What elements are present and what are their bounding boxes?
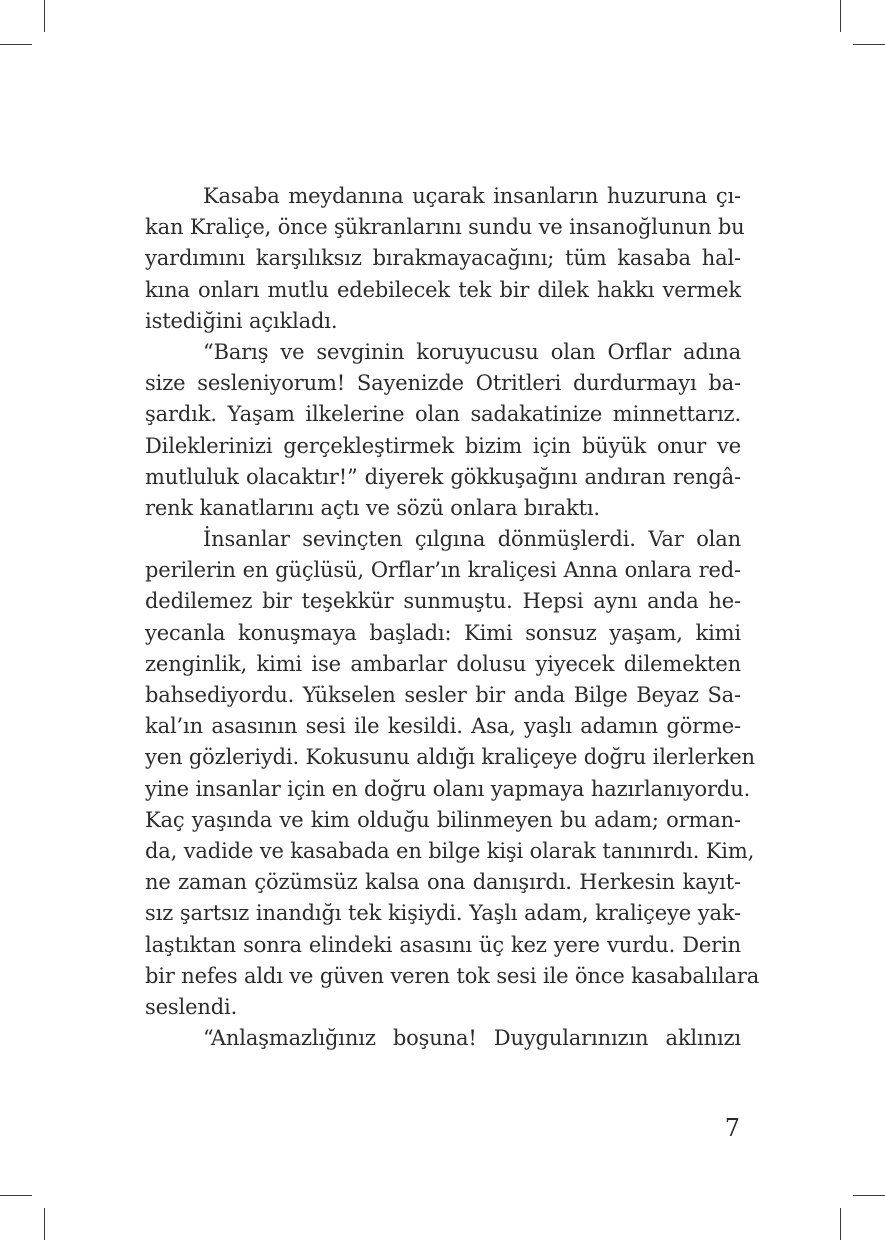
text-line: mutluluk olacaktır!” diyerek gökkuşağını andıran rengâ-: [145, 464, 741, 489]
paragraph: [145, 524, 760, 1023]
page-number: 7: [724, 1114, 740, 1142]
text-line: ne zaman çözümsüz kalsa ona danışırdı. Herkesin kayıt-: [145, 870, 741, 895]
text-line: şardık. Yaşam ilkelerine olan sadakatinize minnettarız.: [145, 402, 741, 427]
crop-mark-bottom-right-vertical: [840, 1208, 841, 1240]
text-line: renk kanatlarını açtı ve sözü onlara bıraktı.: [145, 495, 600, 520]
text-line: sız şartsız inandığı tek kişiydi. Yaşlı adam, kraliçeye yak-: [145, 901, 741, 926]
crop-mark-top-left-vertical: [44, 0, 45, 32]
body-text: [145, 181, 760, 1054]
text-line: yardımını karşılıksız bırakmayacağını; tüm kasaba hal-: [145, 246, 741, 271]
text-line: yen gözleriydi. Kokusunu aldığı kraliçeye doğru ilerlerken: [145, 745, 755, 770]
paragraph: [145, 1023, 741, 1054]
text-line: perilerin en güçlüsü, Orflar’ın kraliçesi Anna onlara red-: [145, 558, 741, 583]
text-line: kal’ın asasının sesi ile kesildi. Asa, yaşlı adamın görme-: [145, 714, 741, 739]
text-line: yecanla konuşmaya başladı: Kimi sonsuz yaşam, kimi: [145, 620, 741, 645]
paragraph: [145, 337, 741, 524]
text-line: size sesleniyorum! Sayenizde Otritleri durdurmayı ba-: [145, 371, 741, 396]
text-line: bahsediyordu. Yükselen sesler bir anda Bilge Beyaz Sa-: [145, 683, 741, 707]
text-line: “Anlaşmazlığınız boşuna! Duygularınızın aklınızı: [203, 1026, 741, 1051]
crop-mark-bottom-left-horizontal: [0, 1195, 32, 1196]
crop-mark-bottom-right-horizontal: [853, 1195, 885, 1196]
crop-mark-top-right-horizontal: [853, 44, 885, 45]
crop-mark-top-left-horizontal: [0, 44, 32, 45]
text-line: İnsanlar sevinçten çılgına dönmüşlerdi. Var olan: [203, 527, 741, 552]
text-line: yine insanlar için en doğru olanı yapmaya hazırlanıyordu.: [145, 776, 751, 801]
text-line: da, vadide ve kasabada en bilge kişi olarak tanınırdı. Kim,: [145, 838, 755, 863]
text-line: kan Kraliçe, önce şükranlarını sundu ve insanoğlunun bu: [145, 215, 745, 240]
text-line: Dileklerinizi gerçekleştirmek bizim için büyük onur ve: [145, 433, 741, 458]
text-line: istediğini açıkladı.: [145, 308, 338, 333]
text-line: dedilemez bir teşekkür sunmuştu. Hepsi aynı anda he-: [145, 589, 741, 614]
text-line: “Barış ve sevginin koruyucusu olan Orflar adına: [203, 339, 741, 364]
crop-mark-bottom-left-vertical: [44, 1208, 45, 1240]
text-line: laştıktan sonra elindeki asasını üç kez yere vurdu. Derin: [145, 932, 741, 957]
text-line: Kaç yaşında ve kim olduğu bilinmeyen bu adam; orman-: [145, 807, 741, 832]
text-line: bir nefes aldı ve güven veren tok sesi ile önce kasabalılara: [145, 963, 760, 988]
paragraph: [145, 181, 745, 337]
text-line: kına onları mutlu edebilecek tek bir dilek hakkı vermek: [145, 277, 741, 302]
text-line: seslendi.: [145, 994, 238, 1019]
text-line: Kasaba meydanına uçarak insanların huzuruna çı-: [203, 184, 741, 208]
crop-mark-top-right-vertical: [840, 0, 841, 32]
text-line: zenginlik, kimi ise ambarlar dolusu yiyecek dilemekten: [145, 651, 741, 676]
